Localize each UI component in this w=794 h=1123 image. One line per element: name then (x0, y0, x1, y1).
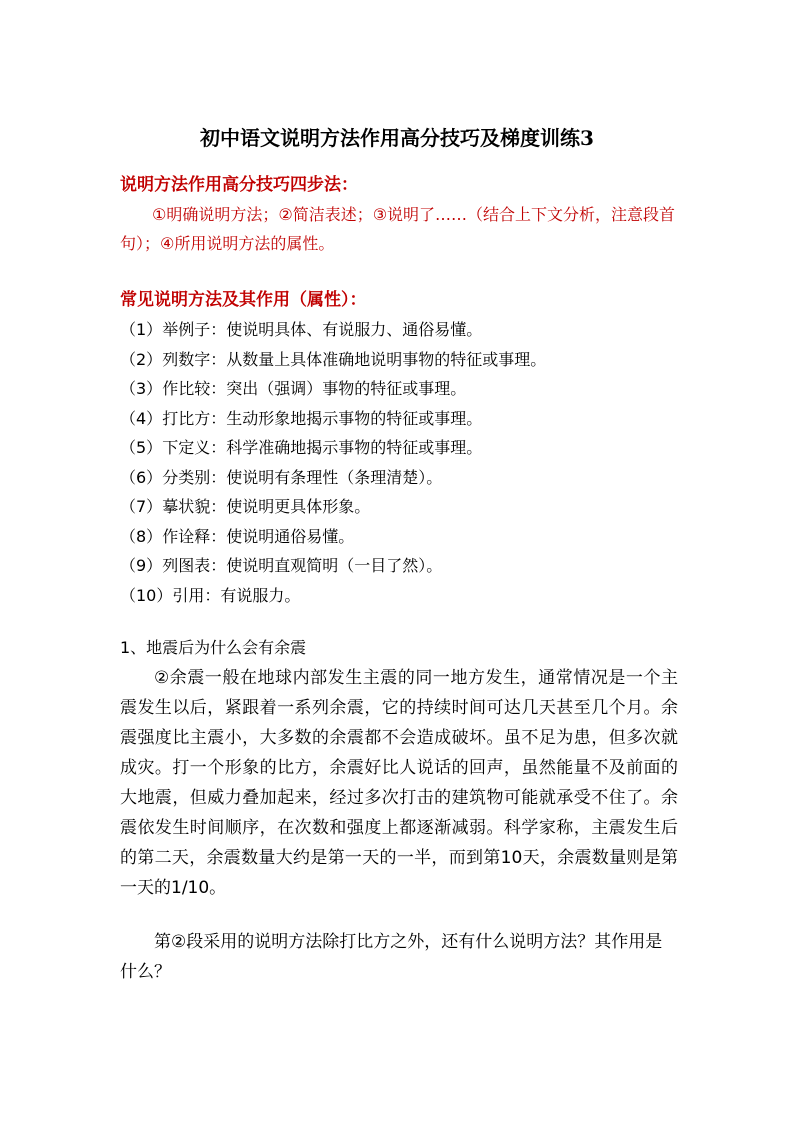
list-item-text: 下定义：科学准确地揭示事物的特征或事理。 (162, 438, 483, 457)
page-title: 初中语文说明方法作用高分技巧及梯度训练3 (200, 126, 594, 150)
list-item (120, 433, 680, 463)
list-item-text: 打比方：生动形象地揭示事物的特征或事理。 (162, 408, 483, 428)
list-item (120, 551, 680, 581)
list-item (120, 522, 680, 552)
skills-content: ①明确说明方法；②简洁表述；③说明了……（结合上下文分析，注意段首句）；④所用说明方法的属性。 (120, 205, 676, 253)
list-item (120, 315, 680, 345)
list-item (120, 492, 680, 522)
list-item-number: （6） (120, 467, 163, 487)
list-item (120, 404, 680, 434)
list-item-number: （5） (120, 438, 163, 457)
list-item-number: （4） (120, 408, 163, 428)
list-item (120, 463, 680, 493)
question-text: 第②段采用的说明方法除打比方之外，还有什么说明方法？其作用是什么？ (120, 932, 663, 982)
list-item-number: （3） (120, 379, 163, 398)
list-item-number: （8） (120, 526, 163, 546)
list-item (120, 581, 680, 611)
list-item-text: 引用：有说服力。 (172, 585, 301, 605)
list-item-number: （2） (120, 349, 163, 369)
list-item (120, 374, 680, 404)
list-item (120, 345, 680, 375)
list-item-number: （7） (120, 497, 163, 516)
article-title: 1、地震后为什么会有余震 (120, 638, 307, 657)
skills-heading: 说明方法作用高分技巧四步法： (120, 175, 358, 195)
list-item-number: （10） (120, 585, 173, 605)
list-item-number: （1） (120, 320, 163, 339)
list-item-text: 作比较：突出（强调）事物的特征或事理。 (162, 379, 467, 398)
list-item-text: 分类别：使说明有条理性（条理清楚）。 (162, 467, 443, 487)
list-item-text: 列图表：使说明直观简明（一目了然）。 (162, 556, 443, 575)
list-item-text: 摹状貌：使说明更具体形象。 (162, 497, 371, 516)
list-item-text: 作诠释：使说明通俗易懂。 (162, 526, 355, 546)
methods-heading: 常见说明方法及其作用（属性）： (120, 290, 367, 310)
list-item-number: （9） (120, 556, 163, 575)
list-item-text: 列数字：从数量上具体准确地说明事物的特征或事理。 (162, 349, 547, 369)
list-item-text: 举例子：使说明具体、有说服力、通俗易懂。 (162, 320, 483, 339)
methods-list (120, 315, 680, 610)
article-paragraph: ②余震一般在地球内部发生主震的同一地方发生，通常情况是一个主震发生以后，紧跟着一系列余震，它的持续时间可达几天甚至几个月。余震强度比主震小，大多数的余震都不会造成破坏。虽不足为患，但多次就成灾。打一个形象的比方，余震好比人说话的回声，虽然能量不及前面的大地震，但威力叠加起来，经过多次打击的建筑物可能就承受不住了。余震依发生时间顺序，在次数和强度上都逐渐减弱。科学家称，主震发生后的第二天，余震数量大约是第一天的一半，而到第10天，余震数量则是第一天的1/10。 (120, 668, 678, 898)
